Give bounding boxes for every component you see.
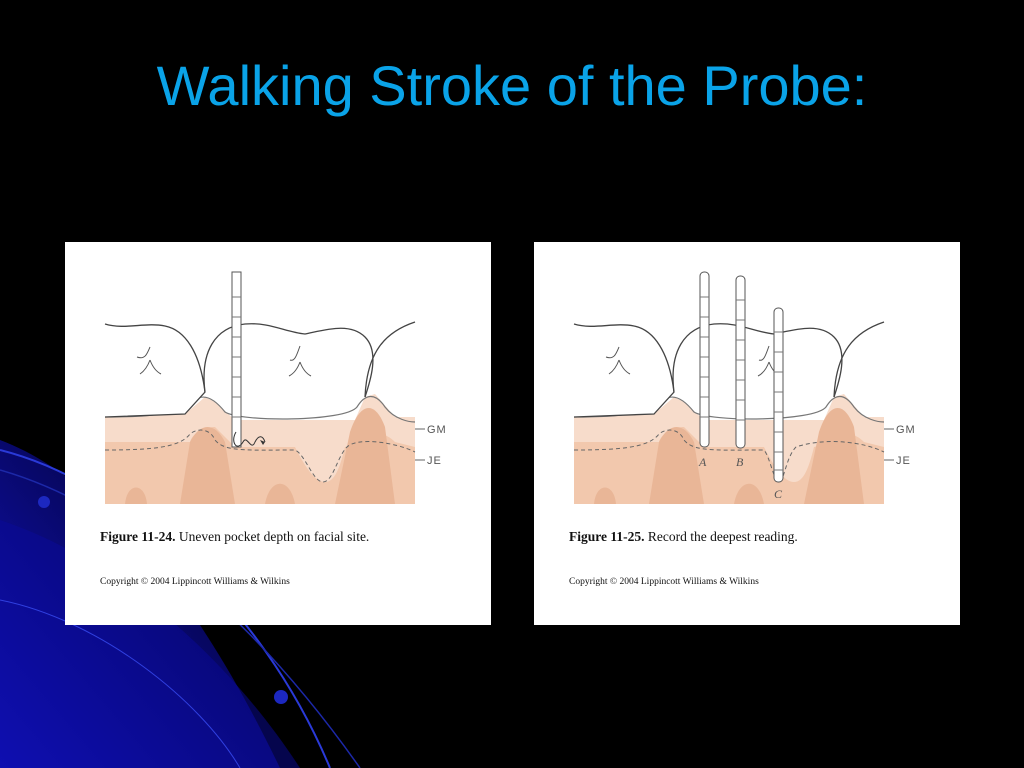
je-label: JE: [896, 455, 911, 467]
pocket-depth-illustration: [65, 242, 491, 532]
probe-c: [774, 308, 783, 482]
decor-dot: [274, 690, 288, 704]
figure-11-24-card: [65, 242, 491, 625]
figure-caption: [569, 529, 798, 545]
probe-c-label: C: [774, 487, 783, 501]
copyright-notice: Copyright © 2004 Lippincott Williams & Wilkins: [569, 577, 759, 587]
probe-a-label: A: [699, 455, 707, 469]
figure-caption-text: Record the deepest reading.: [647, 529, 798, 544]
figure-caption-text: Uneven pocket depth on facial site.: [178, 529, 370, 544]
je-label: JE: [427, 455, 442, 467]
gm-label: GM: [427, 424, 447, 436]
deepest-reading-illustration: [534, 242, 960, 532]
probe-b-label: B: [736, 455, 744, 469]
figure-11-25-card: [534, 242, 960, 625]
slide-title: Walking Stroke of the Probe:: [156, 54, 868, 117]
probe-b: [736, 276, 745, 448]
figure-number: Figure 11-25.: [569, 529, 645, 544]
decor-dot: [38, 496, 50, 508]
copyright-notice: Copyright © 2004 Lippincott Williams & Wilkins: [100, 577, 290, 587]
figure-caption: [100, 529, 369, 545]
probe-a: [700, 272, 709, 447]
gm-label: GM: [896, 424, 916, 436]
figure-number: Figure 11-24.: [100, 529, 176, 544]
